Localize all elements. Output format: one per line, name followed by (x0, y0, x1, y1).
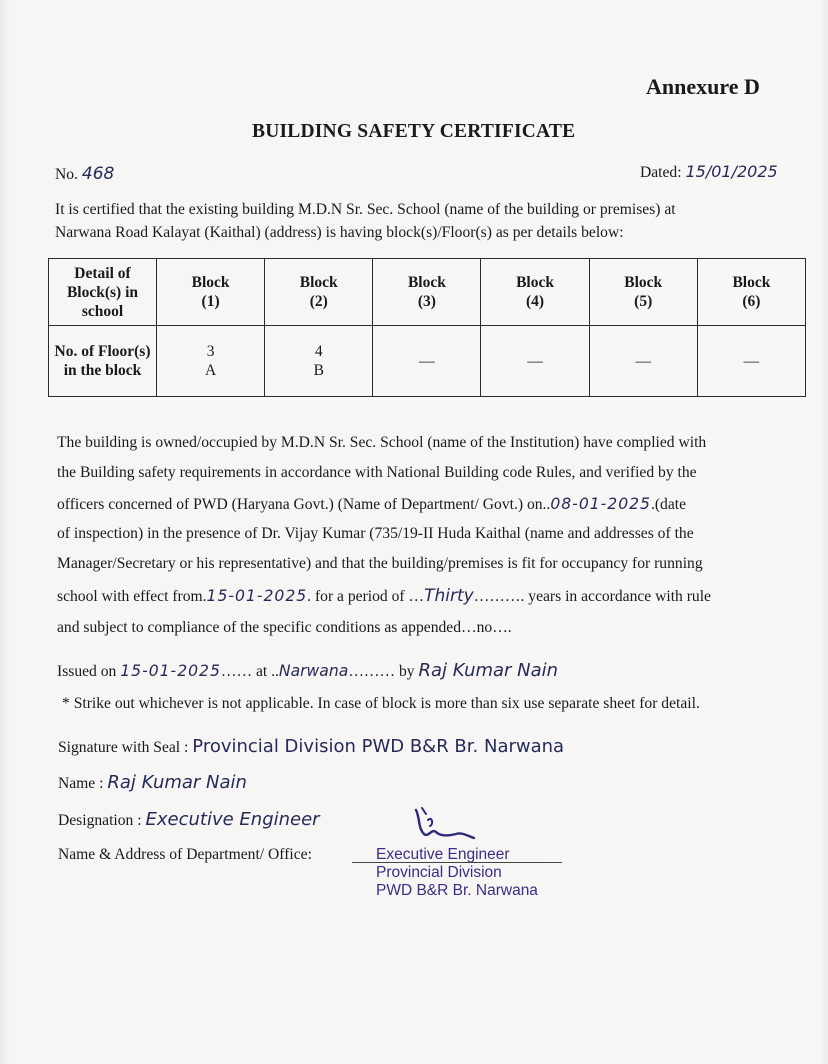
number-value: 468 (81, 164, 115, 184)
body-line-7: and subject to compliance of the specific conditions as appended…no…. (57, 619, 512, 636)
certificate-number (55, 164, 114, 184)
stamp-line-2: Provincial Division (376, 864, 502, 881)
block-header-3: Block (3) (373, 259, 481, 326)
body-line-1: The building is owned/occupied by M.D.N Sr. Sec. School (name of the Institution) have complied with (57, 434, 707, 451)
floor-cell-4: — (481, 326, 589, 397)
body-line-3-text: officers concerned of PWD (Haryana Govt.) (Name of Department/ Govt.) on.. (57, 496, 551, 513)
name-line (58, 772, 247, 793)
signature-value: Provincial Division PWD B&R Br. Narwana (192, 736, 565, 757)
body-line-2: the Building safety requirements in accordance with National Building code Rules, and verified by the (57, 464, 697, 481)
row-header-blocks: Detail of Block(s) in school (49, 259, 157, 326)
issued-by-label: ……… by (348, 663, 415, 680)
signature-scribble (410, 806, 478, 846)
strike-out-note: * Strike out whichever is not applicable. In case of block is more than six use separate sheet for detail. (62, 695, 700, 712)
block-header-4: Block (4) (481, 259, 589, 326)
designation-value: Executive Engineer (145, 809, 320, 830)
floor-cell-3: — (373, 326, 481, 397)
issued-by-value: Raj Kumar Nain (418, 660, 559, 681)
floor-cell-6: — (697, 326, 805, 397)
body-line-6-tail: ………. years in accordance with rule (473, 588, 711, 605)
body-line-5: Manager/Secretary or his representative) and that the building/premises is fit for occupancy for running (57, 555, 703, 572)
block-header-2: Block (2) (265, 259, 373, 326)
stamp-line-3: PWD B&R Br. Narwana (376, 882, 538, 899)
issued-on-label: Issued on (57, 663, 117, 680)
block-header-5: Block (5) (589, 259, 697, 326)
stamp-line-1: Executive Engineer (376, 846, 510, 863)
designation-line (58, 809, 320, 830)
blocks-table (48, 258, 806, 397)
floor-cell-5: — (589, 326, 697, 397)
inspection-date: 08-01-2025 (550, 495, 651, 513)
designation-label: Designation : (58, 812, 142, 829)
period-value: Thirty (424, 586, 474, 606)
body-line-6 (57, 586, 711, 606)
body-line-6-text: school with effect from. (57, 588, 207, 605)
intro-line-1: It is certified that the existing building M.D.N Sr. Sec. School (name of the building or premises) at (55, 201, 676, 218)
body-line-3 (57, 495, 686, 514)
certificate-date (640, 162, 778, 182)
annexure-label: Annexure D (646, 74, 760, 99)
table-row (49, 259, 806, 326)
table-row (49, 326, 806, 397)
dated-value: 15/01/2025 (685, 162, 778, 181)
name-value: Raj Kumar Nain (107, 772, 247, 793)
signature-label: Signature with Seal : (58, 739, 189, 756)
name-label: Name : (58, 775, 104, 792)
issued-at-value: Narwana (278, 662, 349, 680)
block-header-1: Block (1) (157, 259, 265, 326)
issued-line (57, 660, 558, 681)
department-label: Name & Address of Department/ Office: (58, 846, 312, 863)
body-line-3-tail: .(date (650, 496, 687, 513)
issued-at-label: …… at .. (220, 663, 279, 680)
page-title: BUILDING SAFETY CERTIFICATE (252, 121, 576, 142)
floor-cell-1: 3 A (157, 326, 265, 397)
floor-cell-2: 4 B (265, 326, 373, 397)
intro-line-2: Narwana Road Kalayat (Kaithal) (address) is having block(s)/Floor(s) as per details below: (55, 224, 624, 241)
effect-date: 15-01-2025 (206, 587, 308, 605)
dated-label: Dated: (640, 164, 682, 181)
body-line-4: of inspection) in the presence of Dr. Vijay Kumar (735/19-II Huda Kaithal (name and addresses of the (57, 525, 694, 542)
row-header-floors: No. of Floor(s) in the block (49, 326, 157, 397)
number-label: No. (55, 166, 78, 183)
body-line-6-mid: . for a period of … (307, 588, 425, 605)
block-header-6: Block (6) (697, 259, 805, 326)
office-stamp (376, 846, 538, 900)
issued-on-value: 15-01-2025 (120, 662, 221, 680)
signature-line (58, 736, 564, 757)
